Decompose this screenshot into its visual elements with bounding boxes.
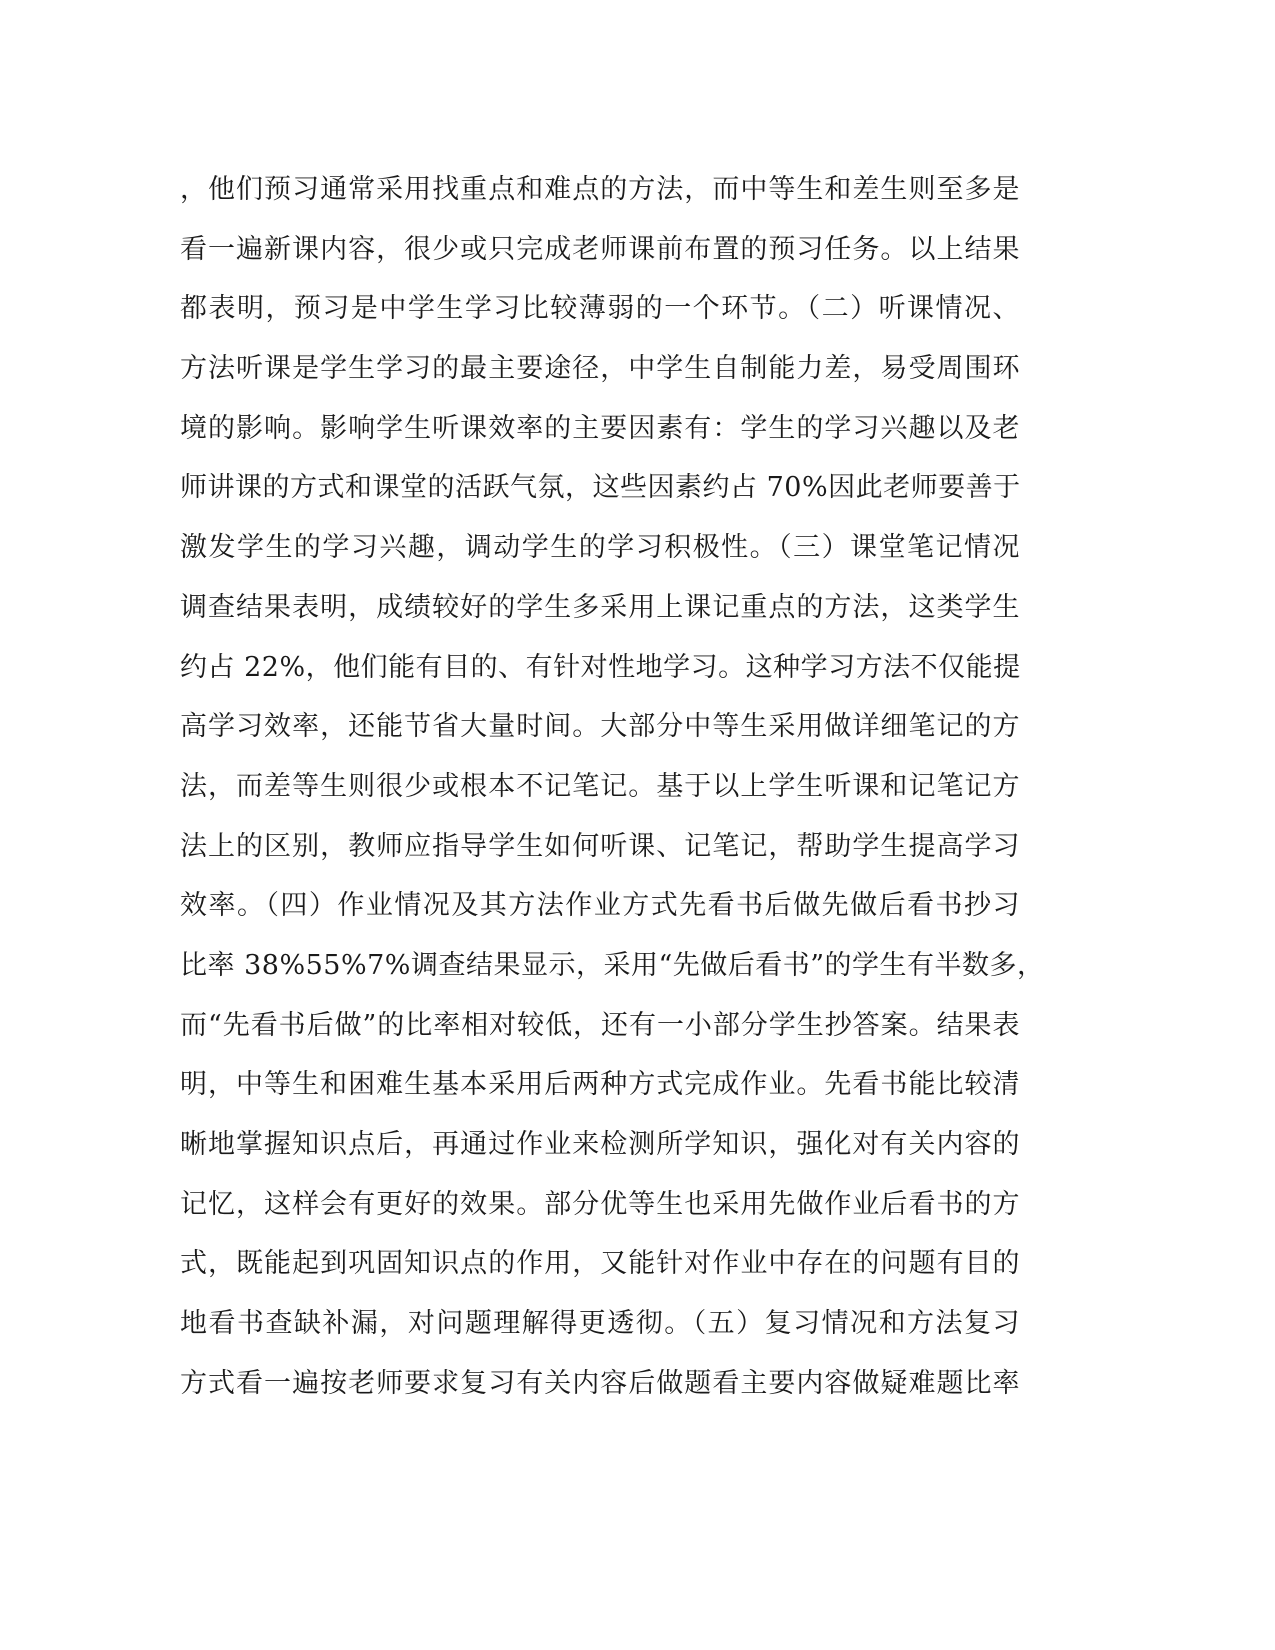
text-line-17: 晰地掌握知识点后，再通过作业来检测所学知识，强化对有关内容的 <box>180 1129 1020 1160</box>
text-line-7: 激发学生的学习兴趣，调动学生的学习积极性。（三）课堂笔记情况 <box>180 532 1020 564</box>
text-line-8: 调查结果表明，成绩较好的学生多采用上课记重点的方法，这类学生 <box>180 591 1020 623</box>
text-line-14: 比率 38%55%7%调查结果显示，采用“先做后看书”的学生有半数多， <box>180 949 1045 981</box>
text-line-19: 式，既能起到巩固知识点的作用，又能针对作业中存在的问题有目的 <box>180 1248 1020 1280</box>
text-line-20: 地看书查缺补漏，对问题理解得更透彻。（五）复习情况和方法复习 <box>180 1308 1020 1340</box>
text-line-12: 法上的区别，教师应指导学生如何听课、记笔记，帮助学生提高学习 <box>180 830 1020 862</box>
text-line-4: 方法听课是学生学习的最主要途径，中学生自制能力差，易受周围环 <box>180 353 1020 385</box>
text-line-16: 明，中等生和困难生基本采用后两种方式完成作业。先看书能比较清 <box>180 1069 1020 1101</box>
text-line-10: 高学习效率，还能节省大量时间。大部分中等生采用做详细笔记的方 <box>180 711 1020 743</box>
text-line-6: 师讲课的方式和课堂的活跃气氛，这些因素约占 70%因此老师要善于 <box>180 472 1021 504</box>
text-line-5: 境的影响。影响学生听课效率的主要因素有：学生的学习兴趣以及老 <box>180 412 1020 444</box>
text-line-13: 效率。（四）作业情况及其方法作业方式先看书后做先做后看书抄习 <box>180 890 1020 922</box>
body-text <box>180 160 1045 1413</box>
text-line-18: 记忆，这样会有更好的效果。部分优等生也采用先做作业后看书的方 <box>180 1188 1020 1220</box>
text-line-1: ，他们预习通常采用找重点和难点的方法，而中等生和差生则至多是 <box>180 174 1020 205</box>
text-line-21: 方式看一遍按老师要求复习有关内容后做题看主要内容做疑难题比率 <box>180 1367 1020 1399</box>
text-line-15: 而“先看书后做”的比率相对较低，还有一小部分学生抄答案。结果表 <box>180 1009 1020 1041</box>
text-line-3: 都表明，预习是中学生学习比较薄弱的一个环节。（二）听课情况、 <box>180 293 1020 325</box>
text-line-11: 法，而差等生则很少或根本不记笔记。基于以上学生听课和记笔记方 <box>180 770 1020 802</box>
text-line-2: 看一遍新课内容，很少或只完成老师课前布置的预习任务。以上结果 <box>180 233 1020 265</box>
text-line-9: 约占 22%，他们能有目的、有针对性地学习。这种学习方法不仅能提 <box>180 651 1021 683</box>
